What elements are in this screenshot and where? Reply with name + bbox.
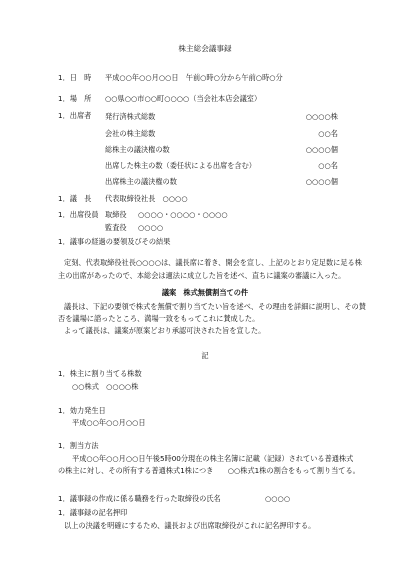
attendees-label: 1．出席者 bbox=[58, 111, 92, 120]
effective-date-value: 平成○○年○○月○○日 bbox=[72, 418, 146, 427]
proceedings-text: 定刻、代表取締役社長○○○○は、議長席に着き、開会を宣し、上記のとおり定足数に足る株 bbox=[64, 258, 362, 267]
officers-label: 1．出席役員 bbox=[58, 210, 99, 219]
datetime-value: 平成○○年○○月○○日 午前○時○分から午前○時○分 bbox=[105, 73, 283, 82]
allocation-method-text: の株主に対し、その所有する普通株式1株につき ○○株式1株の割合をもって割り当てる。 bbox=[58, 466, 360, 475]
agenda-text: 否を議場に諮ったところ、満場一致をもってこれに賛成した。 bbox=[58, 314, 260, 323]
auditor-names: ○○○○ bbox=[138, 223, 164, 232]
agenda-text: 議長は、下記の要領で株式を無償で割り当てたい旨を述べ、その理由を詳細に説明し、その賛 bbox=[64, 302, 366, 311]
attendee-row-label: 総株主の議決権の数 bbox=[105, 145, 170, 154]
place-value: ○○県○○市○○町○○○○（当会社本店会議室） bbox=[105, 94, 262, 103]
document-title: 株主総会議事録 bbox=[178, 44, 232, 53]
proceedings-label: 1．議事の経過の要領及びその結果 bbox=[58, 237, 171, 246]
attendee-row-label: 会社の株主総数 bbox=[105, 129, 156, 138]
attendee-row-label: 発行済株式総数 bbox=[105, 112, 156, 121]
minutes-director-value: ○○○○ bbox=[265, 494, 291, 503]
place-label: 1．場 所 bbox=[58, 94, 92, 103]
shares-value: ○○株式 ○○○○株 bbox=[72, 382, 139, 391]
agenda-heading: 議案 株式無償割当ての件 bbox=[161, 288, 249, 297]
chair-value: 代表取締役社長 ○○○○ bbox=[105, 194, 188, 203]
auditor-role: 監査役 bbox=[105, 223, 127, 232]
chair-label: 1．議 長 bbox=[58, 194, 92, 203]
attendee-row-value: ○○○○個 bbox=[305, 145, 338, 154]
attendee-row-label: 出席株主の議決権の数 bbox=[105, 177, 177, 186]
attendee-row-value: ○○○○個 bbox=[305, 177, 338, 186]
seal-label: 1．議事録の記名押印 bbox=[58, 508, 128, 517]
shares-label: 1．株主に割り当てる株数 bbox=[58, 369, 142, 378]
seal-text: 以上の決議を明確にするため、議長および出席取締役がこれに記名押印する。 bbox=[64, 521, 316, 530]
allocation-method-label: 1．割当方法 bbox=[58, 441, 99, 450]
datetime-label: 1．日 時 bbox=[58, 73, 92, 82]
minutes-director-label: 1．議事録の作成に係る職務を行った取締役の氏名 bbox=[58, 494, 221, 503]
officers-role: 取締役 bbox=[105, 210, 127, 219]
officers-names: ○○○○・○○○○・○○○○ bbox=[138, 210, 228, 219]
allocation-method-text: 平成○○年○○月○○日午後5時00分現在の株主名簿に記載（記録）されている普通株式 bbox=[72, 454, 354, 463]
attendee-row-value: ○○名 bbox=[318, 129, 338, 138]
attendee-row-value: ○○名 bbox=[318, 161, 338, 170]
attendee-row-label: 出席した株主の数（委任状による出席を含む） bbox=[105, 161, 256, 170]
attendee-row-value: ○○○○株 bbox=[305, 112, 338, 121]
ki-mark: 記 bbox=[201, 351, 209, 360]
agenda-text: よって議長は、議案が原案どおり承認可決された旨を宣した。 bbox=[64, 326, 266, 335]
effective-date-label: 1．効力発生日 bbox=[58, 406, 106, 415]
proceedings-text: 主の出席があったので、本総会は適法に成立した旨を述べ、直ちに議案の審議に入った。 bbox=[58, 271, 346, 280]
